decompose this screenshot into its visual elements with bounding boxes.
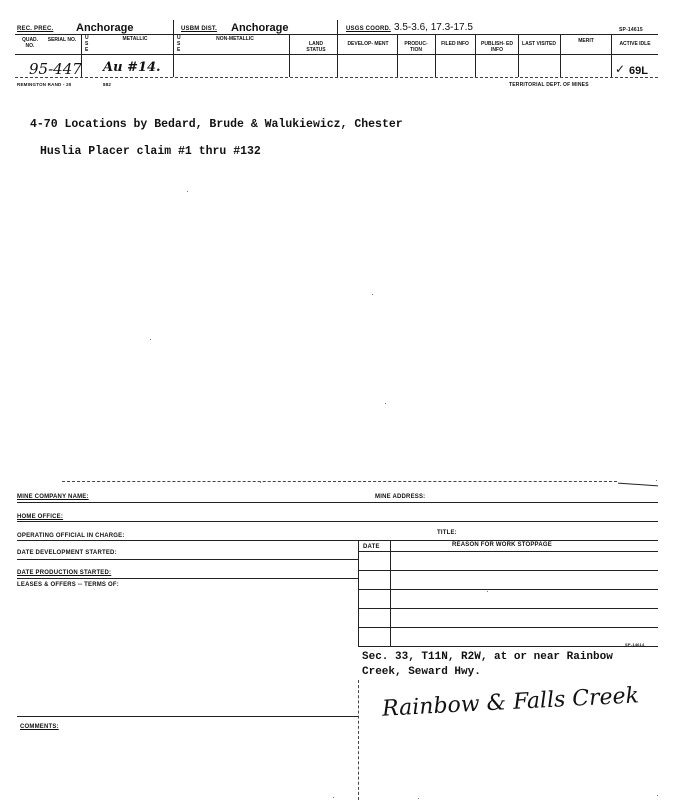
col-published-info: PUBLISH- ED INFO [481,41,513,53]
col-serial-no: SERIAL NO. [47,37,77,43]
usbm-dist-label: USBM DIST. [181,26,218,32]
active-idle-value: 69L [629,65,648,77]
stoppage-date-header: DATE [363,544,380,550]
location-line-2: Creek, Seward Hwy. [362,666,481,678]
issuer-mark: TERRITORIAL DEPT. OF MINES [509,82,589,88]
comments-label: COMMENTS: [20,724,59,730]
col-land-status: LAND STATUS [306,41,326,53]
date-development-started-label: DATE DEVELOPMENT STARTED: [17,550,117,556]
stoppage-form-number: SP-14614 [625,642,645,647]
col-production: PRODUC- TION [404,41,428,53]
col-nonmetallic-use-s: S [177,41,181,47]
mine-address-label: MINE ADDRESS: [375,494,426,500]
col-nonmetallic-use-e: E [177,47,181,53]
col-development: DEVELOP- MENT [347,41,389,47]
handwritten-note: Rainbow & Falls Creek [381,683,640,722]
quad-serial-value: 95-447 [29,60,82,78]
locations-line: 4-70 Locations by Bedard, Brude & Walukiewicz, Chester [30,118,403,131]
usgs-coord-label: USGS COORD. [346,26,391,32]
header-card [15,20,658,88]
col-metallic-use-s: S [85,41,89,47]
col-filed-info: FILED INFO [441,41,469,47]
col-active-idle: ACTIVE IDLE [619,41,651,47]
printer-mark: REMINGTON RAND - 20 [17,82,72,87]
metallic-value: Au #14. [103,60,161,75]
stoppage-reason-header: REASON FOR WORK STOPPAGE [452,542,552,548]
operating-official-label: OPERATING OFFICIAL IN CHARGE: [17,533,125,539]
col-non-metallic: NON-METALLIC [216,36,254,42]
usbm-dist-value: Anchorage [231,22,289,34]
claim-line: Huslia Placer claim #1 thru #132 [40,145,261,158]
lower-card-top-edge [62,481,617,482]
col-last-visited: LAST VISITED [522,41,556,47]
home-office-label: HOME OFFICE: [17,514,64,520]
mine-company-name-label: MINE COMPANY NAME: [17,494,89,500]
col-metallic: METALLIC [122,36,148,42]
location-line-1: Sec. 33, T11N, R2W, at or near Rainbow [362,651,613,663]
usgs-coord-value: 3.5-3.6, 17.3-17.5 [394,22,473,33]
col-merit: MERIT [578,38,594,44]
col-metallic-use-u: U [85,35,89,41]
printer-code: 882 [103,82,112,87]
date-production-started-label: DATE PRODUCTION STARTED: [17,570,112,576]
col-nonmetallic-use-u: U [177,35,181,41]
title-label: TITLE: [437,530,457,536]
col-metallic-use-e: E [85,47,89,53]
rec-prec-value: Anchorage [76,22,134,34]
header-form-number: SP-14615 [619,27,643,33]
rec-prec-label: REC. PREC. [17,26,54,32]
leases-offers-label: LEASES & OFFERS -- TERMS OF: [17,582,119,588]
check-mark-icon: ✓ [615,62,626,76]
col-quad-no: QUAD. NO. [21,37,39,49]
